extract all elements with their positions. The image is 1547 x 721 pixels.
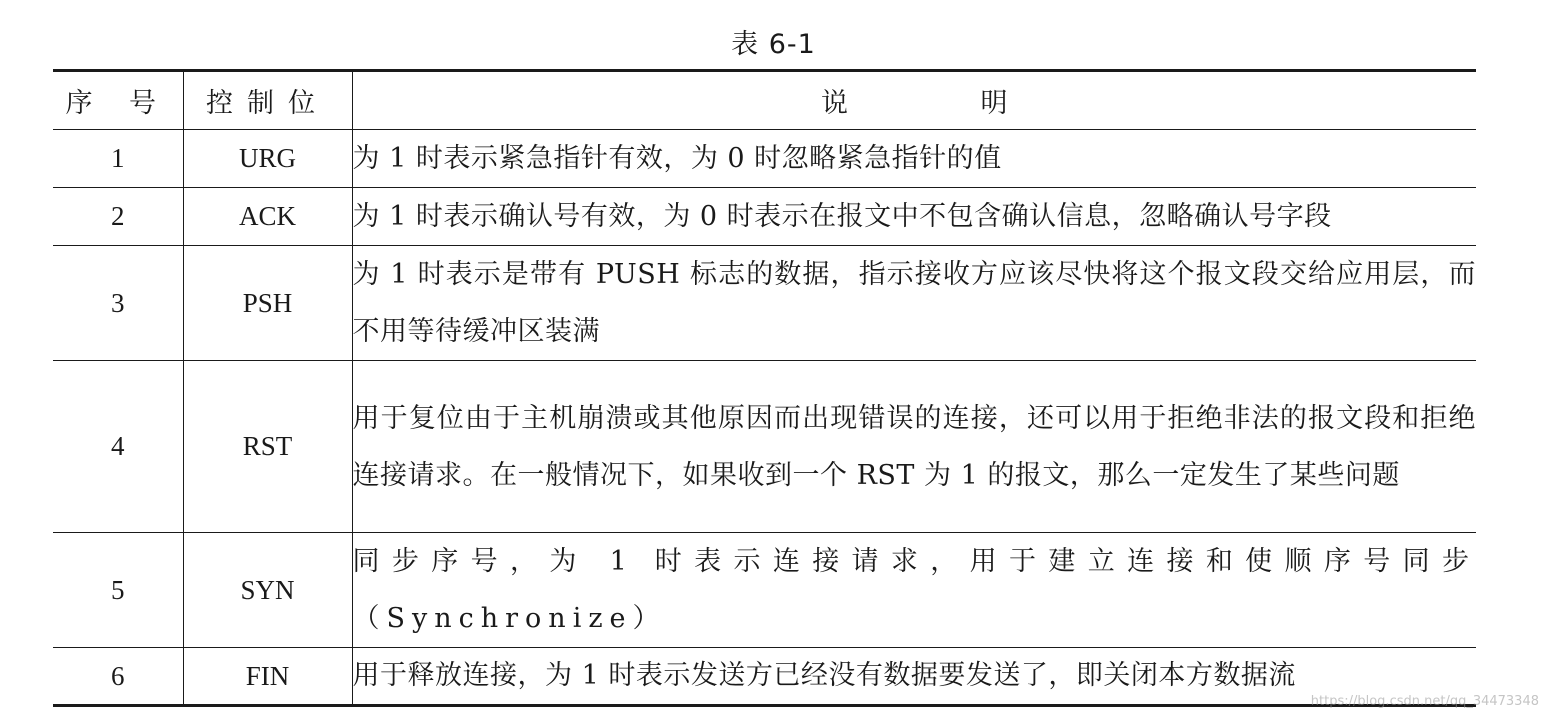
table-row: [53, 246, 1476, 361]
row-flag: ACK: [183, 188, 352, 246]
row-index: 2: [53, 188, 183, 246]
row-index: 1: [53, 130, 183, 188]
row-description: 为 1 时表示确认号有效，为 0 时表示在报文中不包含确认信息，忽略确认号字段: [352, 188, 1476, 246]
table-row: [53, 648, 1476, 706]
row-index: 6: [53, 648, 183, 706]
row-description: 用于复位由于主机崩溃或其他原因而出现错误的连接，还可以用于拒绝非法的报文段和拒绝连接请求。在一般情况下，如果收到一个 RST 为 1 的报文，那么一定发生了某些问题: [352, 361, 1476, 533]
tcp-control-flags-table: [53, 69, 1476, 707]
table-row: [53, 188, 1476, 246]
table-caption: 表 6-1: [731, 29, 816, 60]
header-flag: 控制位: [183, 71, 352, 130]
row-flag: URG: [183, 130, 352, 188]
row-index: 4: [53, 361, 183, 533]
watermark: https://blog.csdn.net/qq_34473348: [1310, 694, 1539, 709]
row-description: 为 1 时表示是带有 PUSH 标志的数据，指示接收方应该尽快将这个报文段交给应用层，而不用等待缓冲区装满: [352, 246, 1476, 361]
row-flag: SYN: [183, 533, 352, 648]
table-row: [53, 533, 1476, 648]
row-description: 同步序号，为 1 时表示连接请求，用于建立连接和使顺序号同步（Synchronize）: [352, 533, 1476, 648]
row-flag: FIN: [183, 648, 352, 706]
table-row: [53, 361, 1476, 533]
row-index: 3: [53, 246, 183, 361]
row-index: 5: [53, 533, 183, 648]
row-flag: RST: [183, 361, 352, 533]
header-description: 说 明: [352, 71, 1476, 130]
row-description: 用于释放连接，为 1 时表示发送方已经没有数据要发送了，即关闭本方数据流: [352, 648, 1476, 706]
table-row: [53, 130, 1476, 188]
header-index: 序 号: [53, 71, 183, 130]
header-row: [53, 71, 1476, 130]
row-description: 为 1 时表示紧急指针有效，为 0 时忽略紧急指针的值: [352, 130, 1476, 188]
row-flag: PSH: [183, 246, 352, 361]
